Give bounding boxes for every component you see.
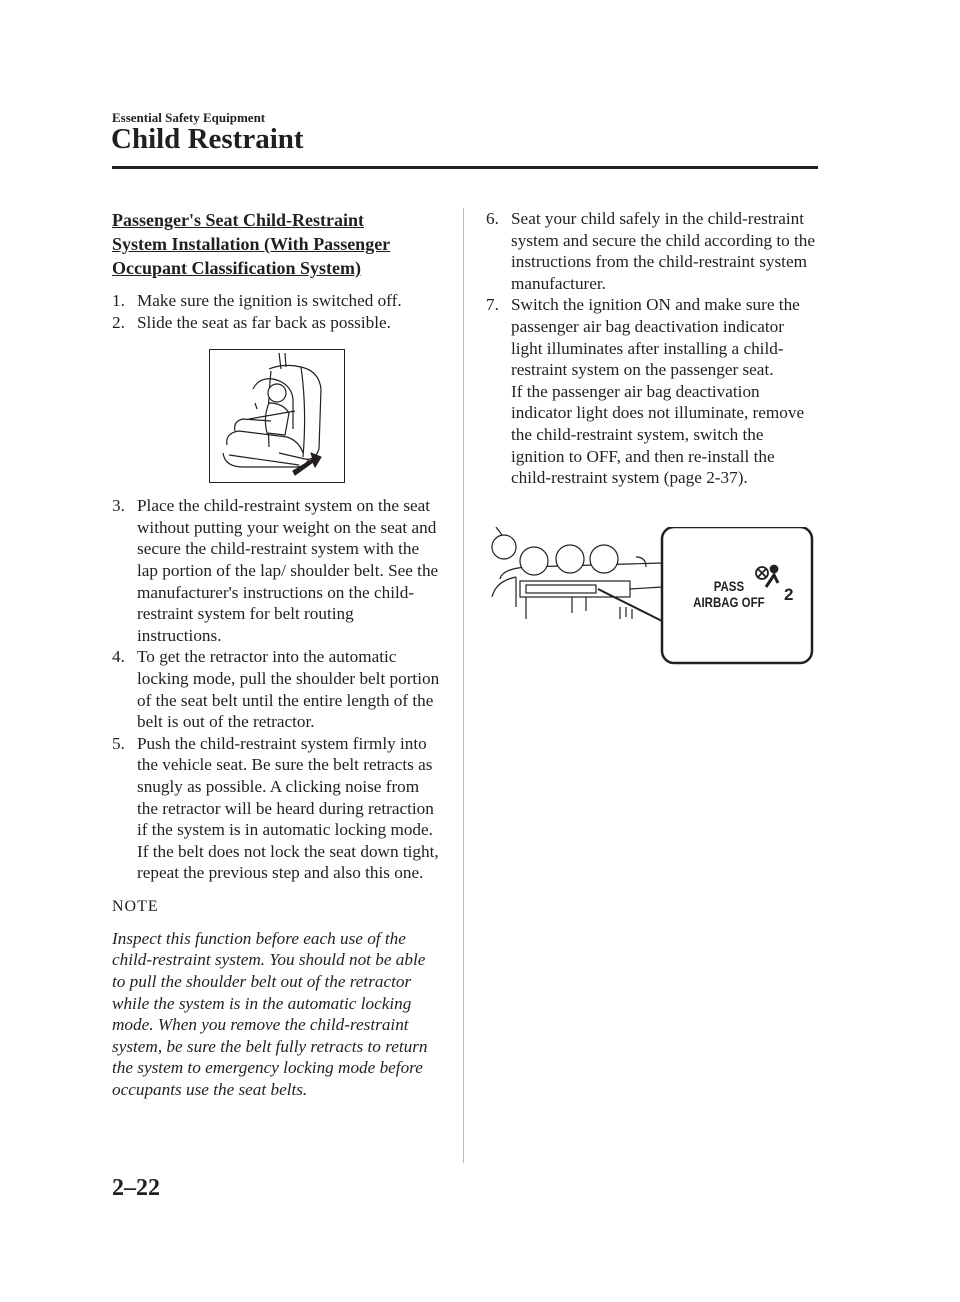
step-2	[112, 312, 442, 334]
indicator-badge: 2	[784, 584, 794, 604]
step-6	[486, 208, 816, 294]
note-label: NOTE	[112, 897, 159, 915]
step-number: 7.	[486, 295, 499, 315]
page-title: Child Restraint	[111, 123, 304, 155]
indicator-illustration	[486, 527, 816, 687]
section-label: Essential Safety Equipment	[112, 110, 266, 125]
heading-line: System Installation (With Passenger	[112, 234, 391, 254]
seat-illustration	[209, 349, 345, 483]
step-text: Switch the ignition ON and make sure the passenger air bag deactivation indicator light illuminates after installing a child-restraint system on the passenger seat.	[511, 295, 800, 380]
step-text: Slide the seat as far back as possible.	[137, 312, 391, 332]
step-5	[112, 733, 442, 884]
step-number: 6.	[486, 209, 499, 228]
step-1	[112, 290, 442, 312]
step-number: 5.	[112, 733, 125, 753]
indicator-label	[692, 578, 766, 610]
heading-line: Occupant Classification System)	[112, 258, 361, 278]
child-seat-illustration	[209, 349, 345, 483]
step-4	[112, 646, 442, 732]
step-number: 1.	[112, 291, 125, 310]
header-rule	[112, 166, 818, 169]
step-7	[486, 294, 816, 488]
step-text: To get the retractor into the automatic locking mode, pull the shoulder belt portion of the seat belt until the entire length of the belt is out of the retractor.	[137, 647, 440, 732]
indicator-line: PASS	[713, 577, 745, 594]
step-text: Seat your child safely in the child-restraint system and secure the child according to the instructions from the child-restraint system manufacturer.	[511, 209, 816, 293]
indicator-line: AIRBAG OFF	[693, 593, 765, 610]
right-column	[486, 208, 816, 687]
step-text: Push the child-restraint system firmly into the vehicle seat. Be sure the belt retracts as snugly as possible. A clicking noise from the retractor will be heard during retraction if the system is in automatic locking mode. If the belt does not lock the seat down tight, repeat the previous step and also this one.	[137, 733, 439, 883]
step-text: Make sure the ignition is switched off.	[137, 291, 402, 310]
step-number: 2.	[112, 312, 125, 332]
step-text: Place the child-restraint system on the seat without putting your weight on the seat and secure the child-restraint system with the lap portion of the lap/ shoulder belt. See the manufacturer's instructions on the child-restraint system for belt routing instructions.	[137, 496, 439, 645]
dashboard-illustration	[486, 527, 816, 687]
column-divider	[463, 208, 464, 1163]
left-column	[112, 208, 442, 1101]
step-3	[112, 495, 442, 646]
note-text: Inspect this function before each use of the child-restraint system. You should not be able to pull the shoulder belt out of the retractor while the system is in the automatic locking mode. When you remove the child-restraint system, be sure the belt fully retracts to return the system to emergency locking mode before occupants use the seat belts.	[112, 928, 428, 1100]
step-number: 3.	[112, 496, 125, 516]
step-number: 4.	[112, 647, 125, 667]
page-number: 2–22	[112, 1175, 160, 1201]
section-heading	[112, 208, 442, 280]
step-text-continued: If the passenger air bag deactivation indicator light does not illuminate, remove the child-restraint system, switch the ignition to OFF, and then re-install the child-restraint system (page 2-37).	[511, 381, 805, 488]
heading-line: Passenger's Seat Child-Restraint	[112, 210, 364, 230]
